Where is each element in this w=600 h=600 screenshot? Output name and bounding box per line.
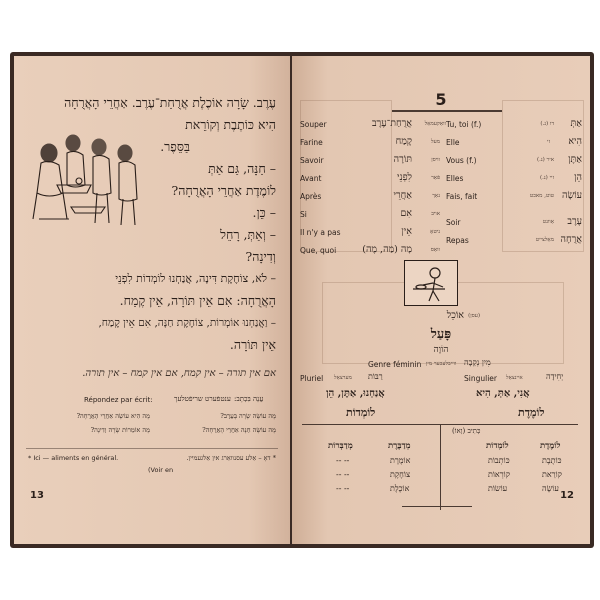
col-c-row-2: צוֹחֶקֶת — [390, 470, 411, 479]
table-bottom-rule — [402, 506, 472, 507]
man-eating-icon — [405, 261, 457, 305]
vocab-yi-souper: וואַקעמאַל — [424, 121, 446, 127]
vocab-fr-elles: Elles — [446, 174, 464, 183]
vocab-fr-avant: Avant — [300, 174, 322, 183]
vocab-yi-hen: זיי (נ.) — [540, 175, 554, 181]
text-line-10: הָאֲרֻחָה: אִם אֵין תּוֹרָה, אֵין קֶמַח. — [119, 293, 276, 308]
vocab-yi-erev: אָוונט — [542, 219, 554, 225]
vocab-fr-fais: Fais, fait — [446, 192, 478, 201]
vocab-yi-savoir: וויסן — [431, 157, 440, 163]
left-page — [14, 56, 290, 544]
exercise-title-hebrew: עֲנֵה בִּכְתָב: — [234, 395, 264, 403]
pronouns-plural: אֲנַחְנוּ, אַתֶּן, הֵן — [326, 388, 385, 399]
vocab-heb-ilnyapas: אֵין — [401, 226, 412, 237]
footnote-voir: (Voir en — [148, 466, 174, 474]
pluriel-label-yi: מערצאָל — [334, 375, 352, 381]
text-line-3: בַּסֵּפֶר. — [160, 139, 190, 154]
text-line-12: אֵין תּוֹרָה. — [229, 337, 276, 352]
vocab-yi-aten: איר (נ.) — [536, 157, 554, 163]
hove-subtitle: הוֹוֶה — [433, 345, 449, 355]
genre-label-yi: ווייבלעכער מין — [426, 361, 457, 367]
col-d-row-3: -- -- — [336, 484, 350, 493]
col-c-header: מְדַבֶּרֶת — [388, 441, 411, 451]
footnote-yiddish: * דאָ – אַלע עסנוואַרג אין אַלגעמיין. — [186, 454, 276, 462]
pluriel-label-heb: רַבּוֹת — [368, 372, 383, 381]
ktiv-label: כְּתִיב (וְאוֹ) — [452, 427, 481, 435]
exercise-q3: מָה עוֹשָׂה חַנָּה אַחֲרֵי הָאֲרֻחָה? — [202, 426, 276, 434]
text-line-11: – וַאֲנַחְנוּ אוֹמְרוֹת, צוֹחֶקֶת חַנָּה, אִם אֵין קֶמַח, — [98, 317, 276, 329]
vocab-heb-si: אִם — [400, 208, 412, 219]
vocab-fr-savoir: Savoir — [300, 156, 324, 165]
footnote-french: * Ici — aliments en général. — [28, 454, 119, 462]
col-b-row-3: עוֹשׂוֹת — [488, 484, 508, 493]
exercise-q2: מָה הִיא עוֹשָׂה אַחֲרֵי הָאֲרֻחָה? — [76, 412, 150, 420]
col-a-header: לוֹמֶדֶת — [540, 441, 561, 451]
pluriel-label: Pluriel — [300, 374, 324, 383]
paal-title: פָּעַל — [430, 327, 452, 342]
singulier-label: Singulier — [464, 374, 497, 383]
section-number: 5 — [435, 90, 447, 109]
vocab-fr-soir: Soir — [446, 218, 461, 227]
footnote-divider — [26, 448, 278, 449]
genre-label-heb: מִין נְקֵבָה — [464, 358, 491, 367]
right-page — [292, 56, 590, 544]
col-a-row-3: עוֹשָׂה — [542, 484, 559, 493]
vocab-yi-apres: נאָך — [432, 193, 440, 199]
eating-picture-box — [404, 260, 458, 306]
vocab-heb-avant: לִפְנֵי — [396, 172, 412, 183]
vocab-fr-quequoi: Que, quoi — [300, 246, 337, 255]
singulier-label-heb: יְחִידָה — [546, 372, 564, 381]
vocab-heb-apres: אַחֲרֵי — [393, 190, 412, 201]
vocab-heb-hi: הִיא — [568, 136, 582, 147]
pronouns-singular: אֲנִי, אַתְּ, הִיא — [476, 388, 530, 399]
vocab-fr-repas: Repas — [446, 236, 469, 245]
col-b-header: לוֹמְדוֹת — [486, 441, 509, 451]
vocab-heb-aten: אַתֶּן — [568, 154, 582, 165]
vocab-yi-avant: פֿאַר — [431, 175, 440, 181]
table-divider — [440, 424, 441, 510]
col-c-row-3: אוֹכֶלֶת — [390, 484, 410, 493]
vocab-fr-apres: Après — [300, 192, 322, 201]
picture-caption: אוֹכֵל — [446, 310, 464, 321]
picture-caption-yi: (עסן) — [468, 313, 480, 319]
vocab-fr-ilnyapas: Il n'y a pas — [300, 228, 341, 237]
text-line-6: – כֵּן. — [252, 205, 276, 220]
col-a-row-1: כּוֹתֶבֶת — [542, 456, 562, 465]
vocab-heb-aruha: אֲרֻחָה — [560, 234, 582, 245]
vocab-heb-quequoi: מָה (מַה, מֶה) — [362, 244, 412, 255]
page-number-left: 13 — [30, 490, 44, 501]
exercise-title-yiddish: ענטפֿערט שריפֿטלעך — [174, 395, 231, 403]
vocab-yi-farine: מעל — [431, 139, 440, 145]
text-line-7: – וְאַתְּ, רָחֵל — [220, 227, 276, 242]
vocab-yi-hi: זי — [547, 139, 550, 145]
vocab-fr-si: Si — [300, 210, 307, 219]
col-b-row-1: כּוֹתְבוֹת — [488, 456, 510, 465]
vocab-heb-farine: קֶמַח — [395, 136, 412, 147]
verb-plural-header: לוֹמְדוֹת — [346, 406, 376, 419]
text-line-1: עֶרֶב. שָׂרָה אוֹכֶלֶת אֲרֻחַת־עֶרֶב. אַחֲרֵי הָאֲרֻחָה — [64, 95, 276, 110]
vocab-fr-farine: Farine — [300, 138, 323, 147]
exercise-title: Répondez par écrit: — [84, 396, 153, 404]
vocab-yi-si: אויב — [431, 211, 440, 217]
text-line-5: לוֹמֶדֶת אַחֲרֵי הָאֲרֻחָה? — [171, 183, 276, 198]
vocab-heb-at: אַתְּ — [570, 118, 582, 129]
vocab-heb-souper: אֲרֻחַת־עֶרֶב — [371, 118, 412, 129]
col-d-row-1: -- -- — [336, 456, 350, 465]
page-number-right: 12 — [560, 490, 574, 501]
col-c-row-1: אוֹמֶרֶת — [390, 456, 411, 465]
girls-reading-illustration — [26, 122, 146, 228]
col-d-row-2: -- -- — [336, 470, 350, 479]
col-b-row-2: קוֹרְאוֹת — [488, 470, 510, 479]
section-underline — [392, 110, 502, 112]
vocab-fr-tu: Tu, toi (f.) — [446, 120, 482, 129]
text-line-2: הִיא כּוֹתֶבֶת וְקוֹרֵאת — [185, 117, 276, 132]
col-d-header: מְדַבְּרוֹת — [328, 441, 353, 451]
vocab-heb-hen: הֵן — [574, 172, 582, 183]
vocab-heb-osa: עוֹשָׂה — [562, 190, 582, 201]
text-line-4: – חַנָּה, גַּם אַתְּ — [208, 161, 276, 176]
vocab-fr-souper: Souper — [300, 120, 327, 129]
vocab-yi-quequoi: וואָס — [430, 247, 440, 253]
vocab-yi-at: דו (נ.) — [540, 121, 554, 127]
exercise-q4: מָה אוֹמְרוֹת שָׂרָה וְדִינָה? — [90, 426, 150, 434]
text-line-8: וְדִינָה? — [245, 249, 276, 264]
singulier-label-yi: איינצאָל — [506, 375, 523, 381]
vocab-fr-vous: Vous (f.) — [446, 156, 477, 165]
col-a-row-2: קוֹרֵאת — [542, 470, 562, 479]
genre-label: Genre féminin — [368, 360, 422, 369]
vocab-heb-erev: עֶרֶב — [567, 216, 582, 227]
vocab-heb-savoir: תּוֹרָה — [393, 154, 412, 165]
handwritten-line: אם אין תורה – אין קמח, אם אין קמח – אין תורה. — [82, 368, 276, 379]
text-line-9: – לֹא, צוֹחֶקֶת דִּינָה, אֲנַחְנוּ לוֹמְדוֹת לִפְנֵי — [115, 272, 276, 285]
exercise-q1: מָה עוֹשָׂה שָׂרָה בָּעֶרֶב? — [220, 412, 276, 420]
verb-singular-header: לוֹמֶדֶת — [518, 406, 545, 419]
vocab-yi-aruha: מאָלצייט — [535, 237, 554, 243]
vocab-yi-osa: טוט, מאכט — [529, 193, 554, 199]
vocab-yi-ilnyapas: ניטאָ — [430, 229, 440, 235]
vocab-fr-elle: Elle — [446, 138, 460, 147]
